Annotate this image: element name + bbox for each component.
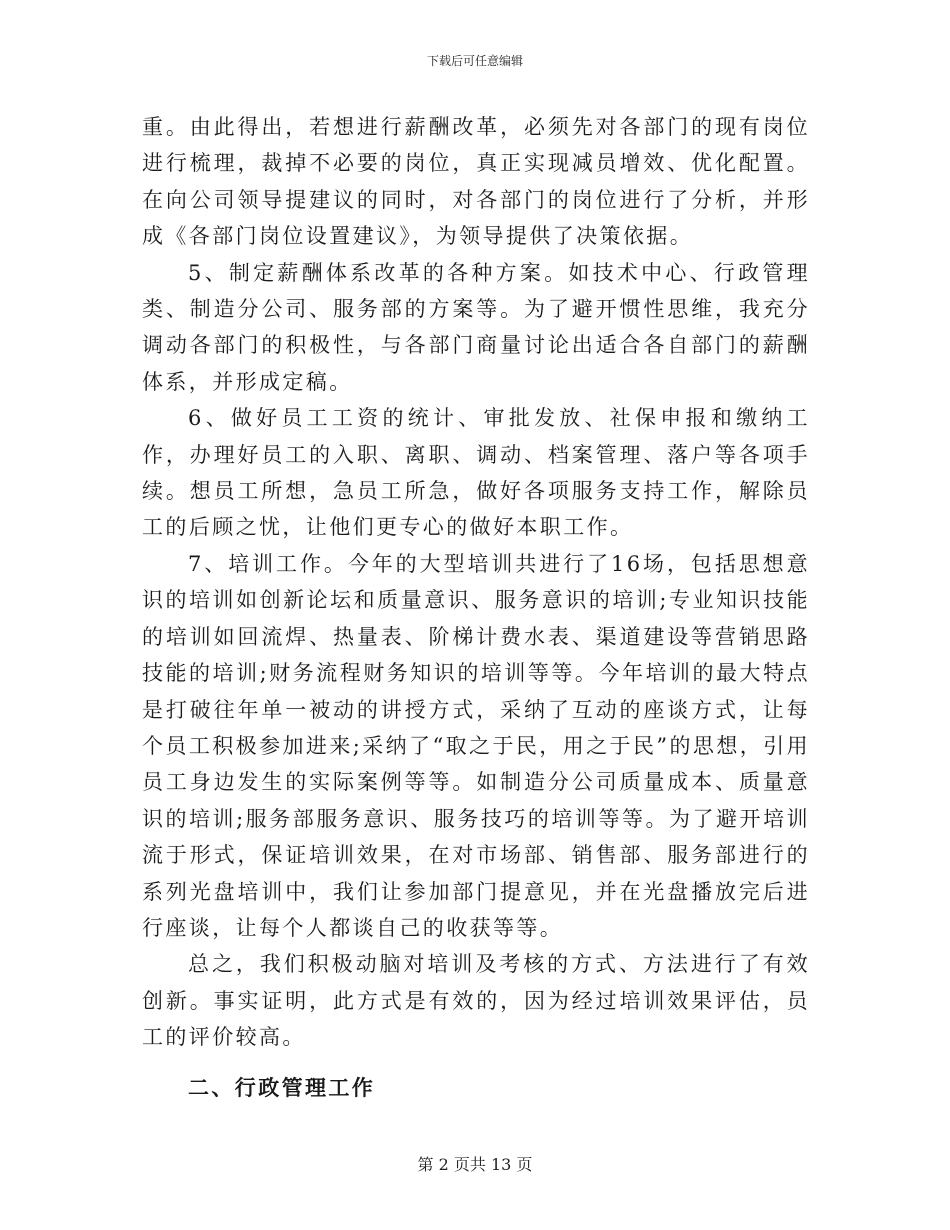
paragraph-item-7: 7、培训工作。今年的大型培训共进行了16场，包括思想意识的培训如创新论坛和质量意识、服务意识的培训;专业知识技能的培训如回流焊、热量表、阶梯计费水表、渠道建设等营销思路技能的培训;财务流程财务知识的培训等等。今年培训的最大特点是打破往年单一被动的讲授方式，采纳了互动的座谈方式，让每个员工积极参加进来;采纳了“取之于民，用之于民”的思想，引用员工身边发生的实际案例等等。如制造分公司质量成本、质量意识的培训;服务部服务意识、服务技巧的培训等等。为了避开培训流于形式，保证培训效果，在对市场部、销售部、服务部进行的系列光盘培训中，我们让参加部门提意见，并在光盘播放完后进行座谈，让每个人都谈自己的收获等等。 [142, 551, 810, 940]
paragraph-continuation: 重。由此得出，若想进行薪酬改革，必须先对各部门的现有岗位进行梳理，裁掉不必要的岗位，真正实现减员增效、优化配置。在向公司领导提建议的同时，对各部门的岗位进行了分析，并形成《各部门岗位设置建议》，为领导提供了决策依据。 [142, 115, 810, 249]
page-number: 第 2 页共 13 页 [417, 1155, 533, 1174]
paragraph-summary: 总之，我们积极动脑对培训及考核的方式、方法进行了有效创新。事实证明，此方式是有效的，因为经过培训效果评估，员工的评价较高。 [142, 952, 810, 1050]
section-heading: 二、行政管理工作 [188, 1074, 376, 1100]
paragraph-item-5: 5、制定薪酬体系改革的各种方案。如技术中心、行政管理类、制造分公司、服务部的方案等。为了避开惯性思维，我充分调动各部门的积极性，与各部门商量讨论出适合各自部门的薪酬体系，并形成定稿。 [142, 260, 810, 394]
page-header-note: 下载后可任意编辑 [426, 54, 523, 68]
document-body [142, 109, 810, 1106]
paragraph-item-6: 6、做好员工工资的统计、审批发放、社保申报和缴纳工作，办理好员工的入职、离职、调动、档案管理、落户等各项手续。想员工所想，急员工所急，做好各项服务支持工作，解除员工的后顾之忧，让他们更专心的做好本职工作。 [142, 406, 810, 540]
